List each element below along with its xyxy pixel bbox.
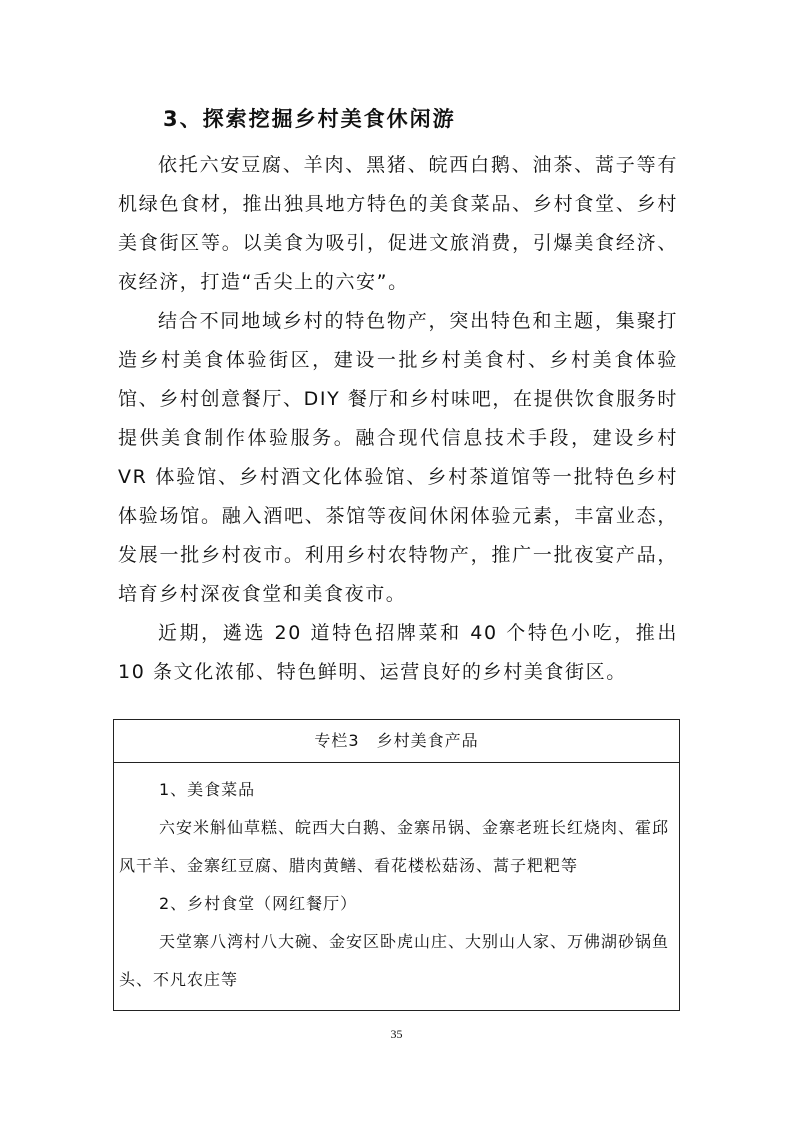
body-text: [118, 146, 678, 692]
paragraph-3: 近期，遴选 20 道特色招牌菜和 40 个特色小吃，推出 10 条文化浓郁、特色鲜明、运营良好的乡村美食街区。: [118, 622, 678, 683]
page-number: 35: [390, 1027, 403, 1041]
paragraph-2: 结合不同地域乡村的特色物产，突出特色和主题，集聚打造乡村美食体验街区，建设一批乡村美食村、乡村美食体验馆、乡村创意餐厅、DIY 餐厅和乡村味吧，在提供饮食服务时提供美食制作体验服务。融合现代信息技术手段，建设乡村 VR 体验馆、乡村酒文化体验馆、乡村茶道馆等一批特色乡村体验场馆。融入酒吧、茶馆等夜间休闲体验元素，丰富业态，发展一批乡村夜市。利用乡村农特物产，推广一批夜宴产品，培育乡村深夜食堂和美食夜市。: [118, 310, 678, 605]
section-1-title: 1、美食菜品: [159, 780, 256, 799]
section-2-title: 2、乡村食堂（网红餐厅）: [159, 894, 358, 913]
feature-box-title: 专栏3 乡村美食产品: [114, 720, 679, 763]
section-2-text: 天堂寨八湾村八大碗、金安区卧虎山庄、大别山人家、万佛湖砂锅鱼头、不凡农庄等: [119, 932, 670, 989]
feature-box: [113, 719, 680, 1011]
section-1-text: 六安米斛仙草糕、皖西大白鹅、金寨吊锅、金寨老班长红烧肉、霍邱风干羊、金寨红豆腐、腊肉黄鳝、看花楼松菇汤、蒿子粑粑等: [119, 818, 670, 875]
feature-box-body: [114, 763, 679, 999]
section-heading: 3、探索挖掘乡村美食休闲游: [163, 107, 456, 131]
paragraph-1: 依托六安豆腐、羊肉、黑猪、皖西白鹅、油茶、蒿子等有机绿色食材，推出独具地方特色的美食菜品、乡村食堂、乡村美食街区等。以美食为吸引，促进文旅消费，引爆美食经济、夜经济，打造“舌尖上的六安”。: [118, 154, 678, 293]
